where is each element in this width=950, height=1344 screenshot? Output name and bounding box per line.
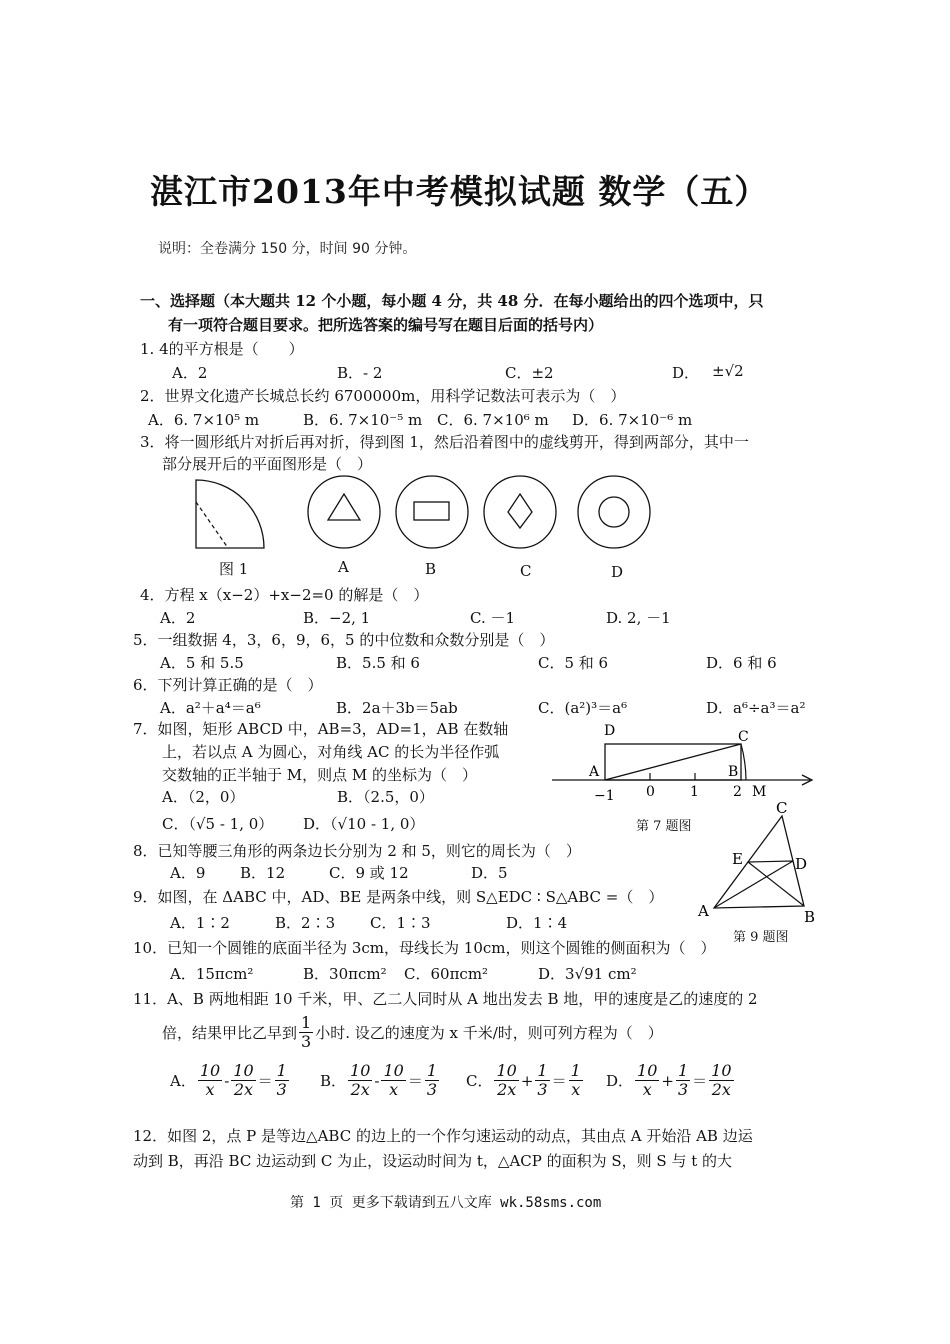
figure-a-circle-triangle [308, 476, 380, 548]
option-b: B．- 2 [337, 364, 383, 382]
numerator: 10 [496, 1061, 517, 1080]
operator: + [661, 1071, 674, 1090]
figure-b-circle-rectangle [396, 476, 468, 548]
question-stem: 5．一组数据 4，3，6，9，6，5 的中位数和众数分别是（ ） [133, 631, 555, 649]
q7-figure-number-line [548, 720, 820, 802]
numerator: 1 [301, 1013, 312, 1032]
arc-am [741, 744, 746, 780]
option-b: B．（2.5，0） [337, 788, 434, 806]
option-c: C. －1 [470, 609, 516, 627]
operator: - [224, 1071, 230, 1090]
numerator: 1 [276, 1061, 287, 1080]
figure-caption: 第 9 题图 [733, 930, 789, 945]
option-d: D．5 [471, 864, 508, 882]
figure-label: D [611, 563, 624, 581]
question-stem: 2．世界文化遗产长城总长约 6700000m，用科学记数法可表示为（ ） [140, 387, 626, 405]
option-c: C．5 和 6 [538, 654, 609, 672]
option-b: B．2∶3 [275, 914, 336, 932]
question-stem-cont: 上，若以点 A 为圆心，对角线 AC 的长为半径作弧 [162, 743, 500, 761]
segment-ed [748, 861, 793, 862]
option-label: A． [170, 1072, 196, 1090]
denominator: x [389, 1080, 399, 1099]
tick-label: 2 [733, 784, 742, 800]
option-b: B．2a＋3b＝5ab [336, 699, 458, 717]
numerator: 1 [570, 1061, 581, 1080]
label-m: M [752, 784, 767, 800]
label-a: A [589, 764, 600, 780]
option-b: B．12 [240, 864, 286, 882]
figure-label: 图 1 [219, 560, 249, 578]
q9-figure-triangle [696, 798, 826, 926]
question-stem: 1. 4的平方根是（ ） [140, 340, 304, 358]
question-stem: 8．已知等腰三角形的两条边长分别为 2 和 5，则它的周长为（ ） [133, 842, 581, 860]
numerator: 10 [383, 1061, 404, 1080]
option-a: A．（2，0） [162, 788, 245, 806]
figure-1-quarter-circle [196, 480, 264, 548]
figure-label: B [425, 560, 437, 578]
page-title: 湛江市2013年中考模拟试题 数学（五） [150, 172, 769, 211]
figure-label: C [520, 562, 532, 580]
label-a: A [698, 902, 709, 920]
tick-label: 0 [646, 784, 655, 800]
tick-label: 1 [690, 784, 699, 800]
denominator: 2x [497, 1080, 517, 1099]
median-ad [714, 861, 793, 908]
option-b: B．5.5 和 6 [336, 654, 420, 672]
label-d: D [604, 723, 616, 739]
stem-text: 小时. 设乙的速度为 x 千米/时，则可列方程为（ ） [315, 1024, 663, 1042]
denominator: x [205, 1080, 215, 1099]
question-stem-cont [162, 1014, 663, 1051]
numerator: 10 [350, 1061, 371, 1080]
fraction-one-third [299, 1014, 313, 1051]
operator: - [374, 1071, 380, 1090]
numerator: 10 [711, 1061, 732, 1080]
option-d: D． [672, 364, 700, 382]
stem-text: 倍，结果甲比乙早到 [162, 1024, 298, 1042]
operator: + [520, 1071, 534, 1090]
option-d: D．6 和 6 [706, 654, 777, 672]
denominator: x [642, 1080, 652, 1099]
diagonal-ac [605, 744, 741, 780]
page-footer: 第 1 页 更多下载请到五八文库 wk.58sms.com [290, 1195, 602, 1211]
option-d: D．6. 7×10⁻⁶ m [572, 411, 693, 429]
label-d: D [795, 855, 808, 873]
figure-label: A [338, 558, 349, 576]
numerator: 1 [677, 1061, 689, 1080]
option-a: A． $\frac{10}{x}$ - $\frac{10}{2x}$ ＝ $\frac{1}{3}$ [170, 1061, 287, 1099]
question-stem-cont: 动到 B，再沿 BC 边运动到 C 为止，设运动时间为 t，△ACP 的面积为 S，则 S 与 t 的大 [133, 1152, 733, 1170]
question-stem: 6．下列计算正确的是（ ） [133, 676, 323, 694]
figure-c-circle-diamond [484, 476, 556, 548]
exam-note: 说明：全卷满分 150 分，时间 90 分钟。 [158, 241, 417, 257]
option-b: B．6. 7×10⁻⁵ m [303, 411, 423, 429]
option-d: D．3√91 cm² [538, 965, 637, 983]
option-c: C．60πcm² [404, 965, 489, 983]
option-d-value: ±√2 [712, 362, 744, 380]
numerator: 10 [637, 1061, 658, 1080]
option-a: A．2 [160, 609, 196, 627]
option-c: C．（√5 - 1, 0） [162, 815, 274, 833]
option-c: C．(a²)³＝a⁶ [538, 699, 628, 717]
option-c: C．9 或 12 [329, 864, 409, 882]
figure-caption: 第 7 题图 [636, 819, 692, 834]
option-d: D．（√10 - 1, 0） [303, 815, 425, 833]
option-label: C． [466, 1072, 493, 1090]
option-a: A．6. 7×10⁵ m [148, 411, 260, 429]
option-c: C．6. 7×10⁶ m [437, 411, 549, 429]
section-heading: 一、选择题（本大题共 12 个小题，每小题 4 分，共 48 分．在每小题给出的四个选项中，只 [140, 292, 764, 310]
option-d: D． $\frac{10}{x}$ + $\frac{1}{3}$ ＝ $\frac{10}{2x}$ [606, 1061, 732, 1099]
option-d: D．a⁶÷a³＝a² [706, 699, 806, 717]
option-label: D． [606, 1072, 634, 1090]
option-d: D．1∶4 [506, 914, 568, 932]
question-stem: 12．如图 2，点 P 是等边△ABC 的边上的一个作匀速运动的动点，其由点 A 开始沿 AB 边运 [133, 1127, 753, 1145]
option-a: A．a²＋a⁴＝a⁶ [160, 699, 261, 717]
section-heading-cont: 有一项符合题目要求。把所选答案的编号写在题目后面的括号内） [168, 316, 604, 334]
question-stem-cont: 部分展开后的平面图形是（ ） [162, 455, 373, 473]
denominator: 2x [233, 1080, 254, 1099]
numerator: 10 [233, 1061, 254, 1080]
option-a: A．5 和 5.5 [160, 654, 244, 672]
denominator: 3 [276, 1080, 287, 1099]
question-stem: 10．已知一个圆锥的底面半径为 3cm，母线长为 10cm，则这个圆锥的侧面积为（ ） [133, 939, 716, 957]
question-stem: 4．方程 x（x−2）+x−2=0 的解是（ ） [140, 586, 429, 604]
option-c: C．1∶3 [370, 914, 431, 932]
question-stem: 11．A、B 两地相距 10 千米，甲、乙二人同时从 A 地出发去 B 地，甲的速度是乙的速度的 2 [133, 990, 758, 1008]
question-stem-cont: 交数轴的正半轴于 M，则点 M 的坐标为（ ） [162, 766, 478, 784]
question-stem: 9．如图，在 ΔABC 中，AD、BE 是两条中线，则 S△EDC ∶ S△ABC =（ ） [133, 888, 664, 906]
denominator: x [571, 1080, 581, 1099]
numerator: 10 [199, 1061, 221, 1080]
label-b: B [728, 764, 739, 780]
figure-d-circle-circle [578, 476, 650, 548]
option-c: C．±2 [505, 364, 554, 382]
option-a: A．15πcm² [170, 965, 254, 983]
numerator: 1 [426, 1061, 438, 1080]
label-c: C [776, 799, 788, 817]
denominator: 3 [677, 1080, 689, 1099]
option-b: B．−2, 1 [303, 609, 371, 627]
denominator: 2x [711, 1080, 731, 1099]
question-stem: 7．如图，矩形 ABCD 中，AB=3，AD=1，AB 在数轴 [133, 720, 509, 738]
numerator: 1 [537, 1061, 548, 1080]
option-a: A．1∶2 [170, 914, 230, 932]
option-a: A．2 [172, 364, 208, 382]
option-b: B．30πcm² [303, 965, 387, 983]
option-label: B． [320, 1072, 347, 1090]
tick-label: −1 [594, 788, 615, 802]
option-a: A．9 [170, 864, 206, 882]
label-b: B [804, 908, 816, 926]
option-d: D. 2, －1 [606, 609, 671, 627]
option-b: B． $\frac{10}{2x}$ - $\frac{10}{x}$ ＝ $\frac{1}{3}$ [320, 1061, 438, 1099]
denominator: 3 [537, 1080, 548, 1099]
denominator: 3 [301, 1032, 312, 1051]
label-c: C [738, 729, 749, 745]
option-c: C． $\frac{10}{2x}$ + $\frac{1}{3}$ ＝ $\frac{1}{x}$ [466, 1061, 581, 1099]
denominator: 3 [426, 1080, 438, 1099]
label-e: E [732, 850, 743, 868]
question-stem: 3．将一圆形纸片对折后再对折，得到图 1，然后沿着图中的虚线剪开，得到两部分，其中一 [140, 433, 749, 451]
denominator: 2x [350, 1080, 370, 1099]
